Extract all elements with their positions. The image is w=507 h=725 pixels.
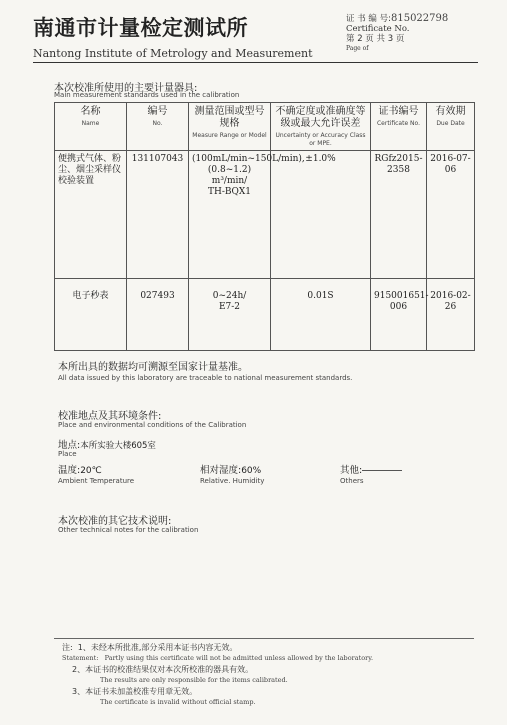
row-cert: 915001651-006 bbox=[371, 279, 427, 351]
statement-item-3-en: The certificate is invalid without official stamp. bbox=[100, 698, 256, 706]
row-due: 2016-02-26 bbox=[427, 279, 475, 351]
humidity-label-en: Relative. Humidity bbox=[200, 477, 265, 485]
others-field: 其他: bbox=[340, 462, 402, 476]
temperature-field: 温度:20℃ bbox=[58, 465, 102, 476]
col-range-header: 测量范围或型号规格 Measure Range or Model bbox=[189, 103, 271, 151]
temperature-label-en: Ambient Temperature bbox=[58, 477, 135, 485]
footer-divider bbox=[54, 638, 474, 639]
others-blank-line bbox=[362, 470, 402, 471]
conditions-title-en: Place and environmental conditions of the Calibration bbox=[58, 421, 247, 429]
row-range: 0~24h/ E7-2 bbox=[189, 279, 271, 351]
standards-title: 本次校准所使用的主要计量器具: bbox=[54, 83, 198, 94]
row-range: (100mL/min~150L/min), (0.8~1.2) m³/min/ TH-BQX1 bbox=[189, 151, 271, 279]
header-divider bbox=[33, 62, 478, 63]
row-no: 027493 bbox=[127, 279, 189, 351]
table-row bbox=[55, 151, 475, 279]
row-name: 电子秒表 bbox=[55, 279, 127, 351]
standards-table bbox=[54, 102, 475, 351]
cert-no-label-en: Certificate No. bbox=[346, 24, 410, 34]
conditions-title: 校准地点及其环境条件: bbox=[58, 411, 162, 422]
others-label-en: Others bbox=[340, 477, 364, 485]
page-indicator: 第 2 页 共 3 页 bbox=[346, 34, 405, 44]
statement-item-1-en: Statement: Partly using this certificate will not be admitted unless allowed by the laboratory. bbox=[62, 654, 374, 662]
row-no: 131107043 bbox=[127, 151, 189, 279]
traceability-statement-en: All data issued by this laboratory are traceable to national measurement standards. bbox=[58, 374, 353, 382]
statement-item-3: 3、本证书未加盖校准专用章无效。 bbox=[72, 687, 198, 696]
standards-title-en: Main measurement standards used in the calibration bbox=[54, 91, 240, 99]
cert-no-value: 815022798 bbox=[390, 13, 449, 24]
place-field: 地点:本所实验大楼605室 bbox=[58, 440, 156, 451]
col-cert-header: 证书编号 Certificate No. bbox=[371, 103, 427, 151]
technical-notes-title-en: Other technical notes for the calibration bbox=[58, 526, 199, 534]
row-name: 便携式气体、粉尘、烟尘采样仪校验装置 bbox=[55, 151, 127, 279]
row-cert: RGfz2015-2358 bbox=[371, 151, 427, 279]
table-header-row bbox=[55, 103, 475, 151]
table-row bbox=[55, 279, 475, 351]
technical-notes-title: 本次校准的其它技术说明: bbox=[58, 516, 172, 527]
humidity-field: 相对湿度:60% bbox=[200, 465, 262, 476]
institute-name-en: Nantong Institute of Metrology and Measurement bbox=[33, 47, 313, 60]
row-uncertainty: ±1.0% bbox=[271, 151, 371, 279]
statement-item-1: 注: 1、未经本所批准,部分采用本证书内容无效。 bbox=[62, 643, 238, 652]
statement-item-2: 2、本证书的校准结果仅对本次所校准的器具有效。 bbox=[72, 665, 254, 674]
col-name-header: 名称 Name bbox=[55, 103, 127, 151]
place-label-en: Place bbox=[58, 450, 77, 458]
cert-no-label: 证 书 编 号: bbox=[346, 14, 391, 24]
row-due: 2016-07-06 bbox=[427, 151, 475, 279]
certificate-info bbox=[346, 14, 448, 54]
col-no-header: 编号 No. bbox=[127, 103, 189, 151]
row-uncertainty: 0.01S bbox=[271, 279, 371, 351]
statement-item-2-en: The results are only responsible for the items calibrated. bbox=[100, 676, 288, 684]
institute-name-cn: 南通市计量检定测试所 bbox=[33, 15, 248, 40]
col-uncertainty-header: 不确定度或准确度等级或最大允许误差 Uncertainty or Accuracy Class or MPE. bbox=[271, 103, 371, 151]
page-indicator-en: Page of bbox=[346, 45, 369, 52]
col-due-header: 有效期 Due Date bbox=[427, 103, 475, 151]
traceability-statement: 本所出具的数据均可溯源至国家计量基准。 bbox=[58, 362, 248, 373]
